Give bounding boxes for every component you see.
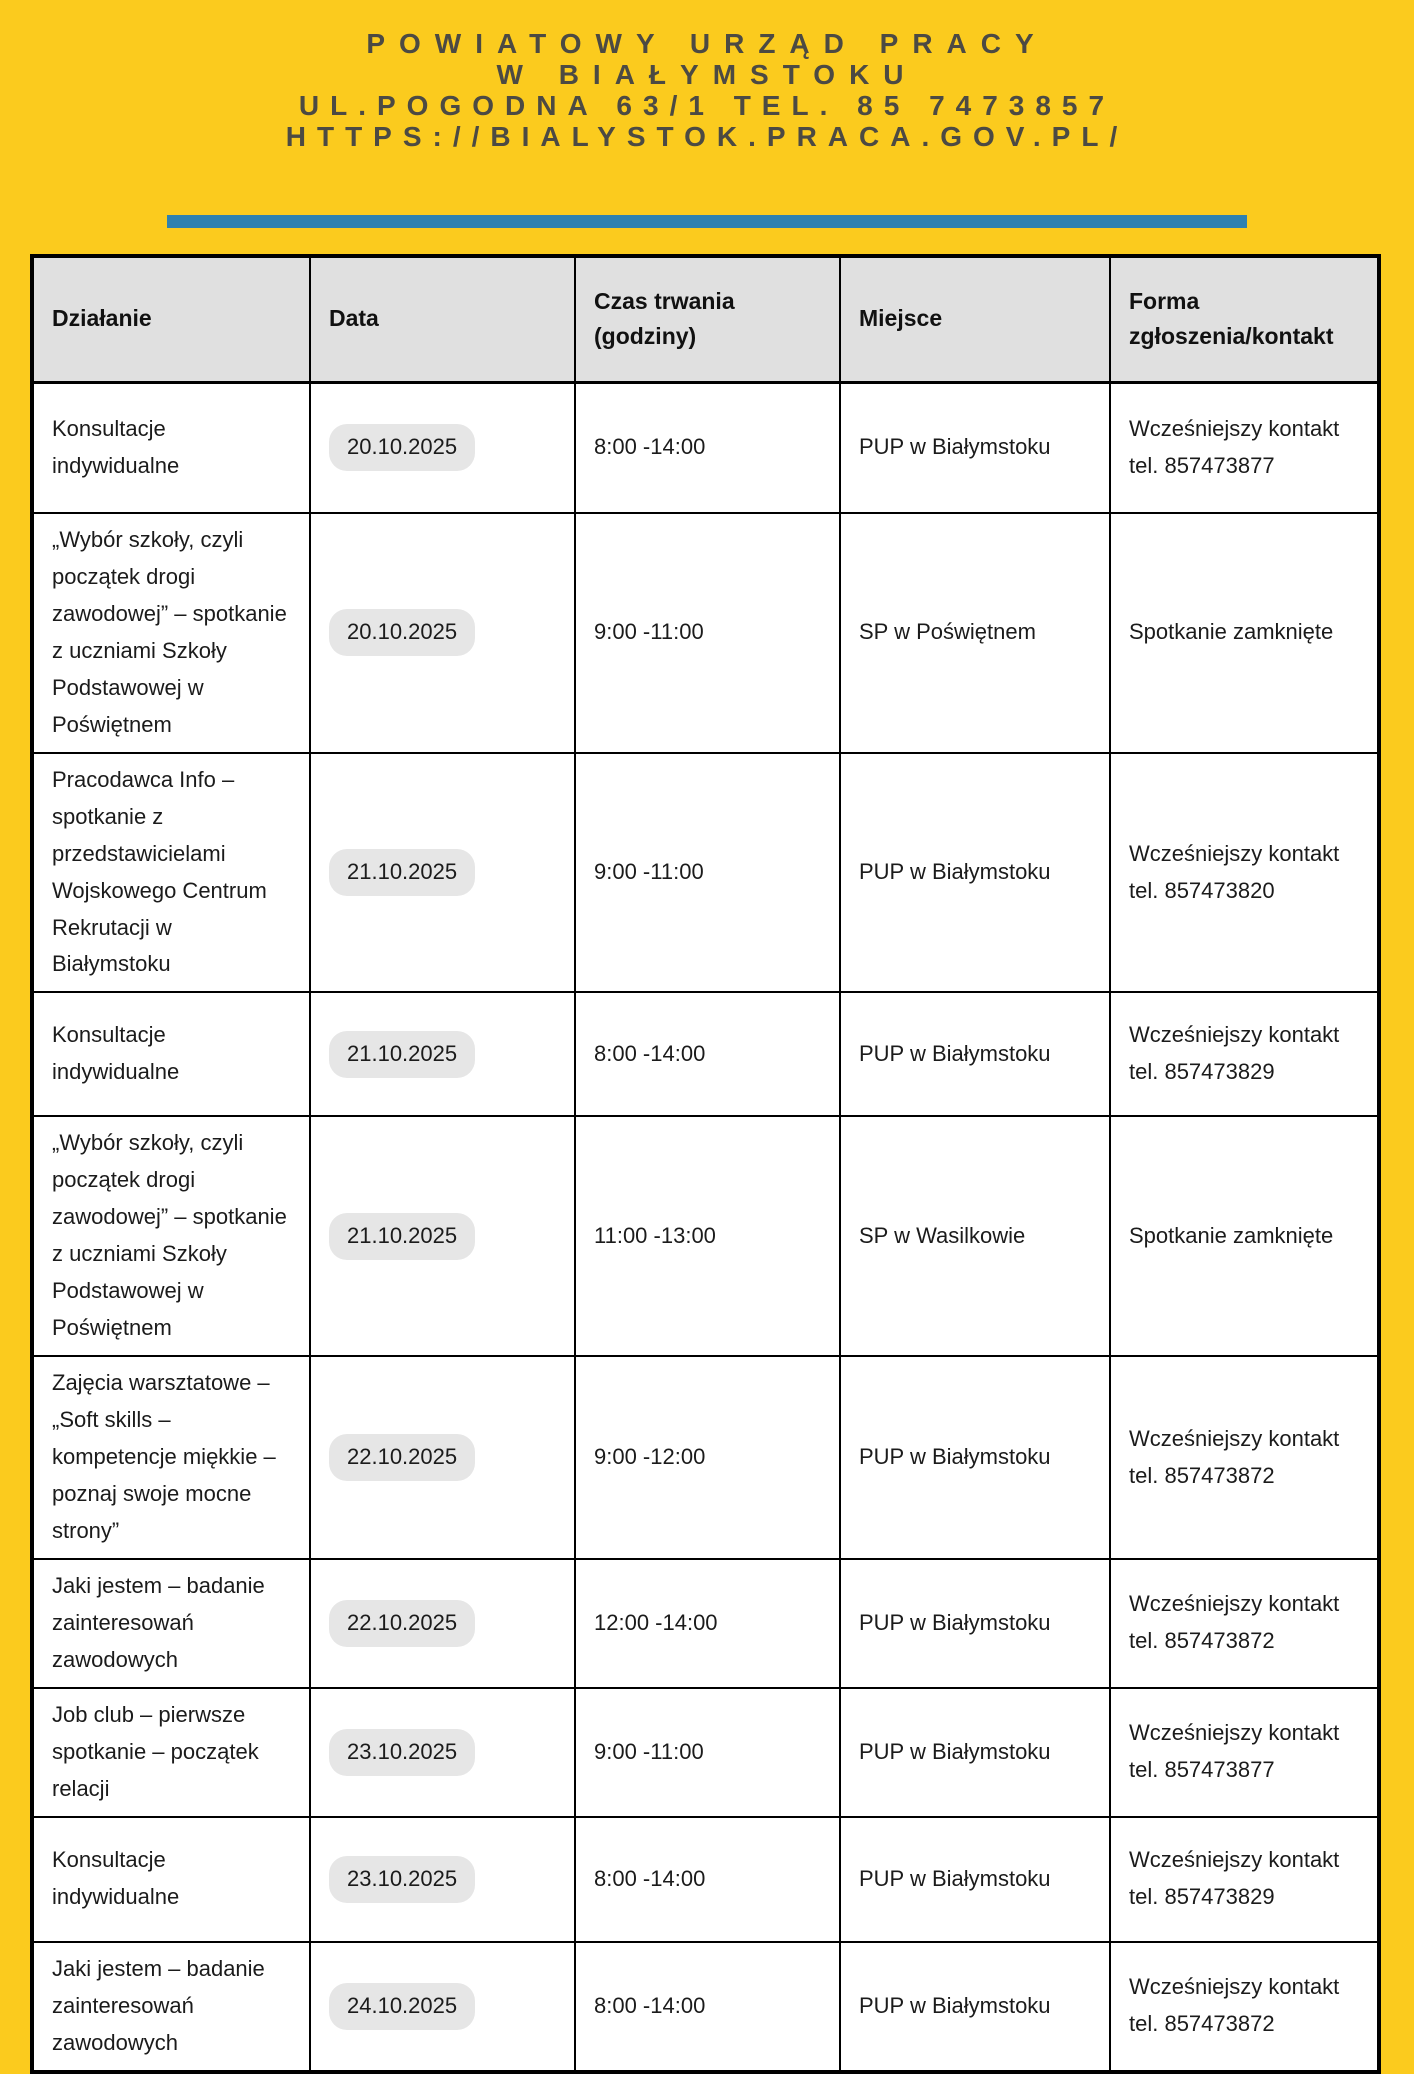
contact-cell: Wcześniejszy kontakt tel. 857473877	[1110, 382, 1379, 513]
date-cell	[310, 1817, 575, 1942]
activity-cell: Konsultacje indywidualne	[32, 992, 310, 1116]
table-row	[32, 1116, 1379, 1356]
contact-cell: Wcześniejszy kontakt tel. 857473829	[1110, 1817, 1379, 1942]
column-header-contact: Forma zgłoszenia/kontakt	[1110, 256, 1379, 382]
time-cell: 9:00 -12:00	[575, 1356, 840, 1559]
place-cell: PUP w Białymstoku	[840, 1817, 1110, 1942]
date-pill: 21.10.2025	[329, 1213, 475, 1260]
activity-cell: Job club – pierwsze spotkanie – początek relacji	[32, 1688, 310, 1817]
table-row	[32, 1559, 1379, 1688]
table-row	[32, 1817, 1379, 1942]
activity-cell: Jaki jestem – badanie zainteresowań zawodowych	[32, 1942, 310, 2072]
org-name-line-1: POWIATOWY URZĄD PRACY	[366, 28, 1048, 59]
contact-cell: Wcześniejszy kontakt tel. 857473872	[1110, 1356, 1379, 1559]
date-cell	[310, 513, 575, 753]
column-header-activity: Działanie	[32, 256, 310, 382]
contact-cell: Wcześniejszy kontakt tel. 857473872	[1110, 1942, 1379, 2072]
table-body	[32, 382, 1379, 2072]
time-cell: 9:00 -11:00	[575, 753, 840, 993]
date-pill: 22.10.2025	[329, 1434, 475, 1481]
date-pill: 23.10.2025	[329, 1729, 475, 1776]
column-header-duration: Czas trwania (godziny)	[575, 256, 840, 382]
table-row	[32, 382, 1379, 513]
time-cell: 8:00 -14:00	[575, 1942, 840, 2072]
column-header-place: Miejsce	[840, 256, 1110, 382]
date-pill: 23.10.2025	[329, 1856, 475, 1903]
contact-cell: Spotkanie zamknięte	[1110, 513, 1379, 753]
time-cell: 9:00 -11:00	[575, 513, 840, 753]
table-row	[32, 1356, 1379, 1559]
place-cell: SP w Wasilkowie	[840, 1116, 1110, 1356]
date-cell	[310, 753, 575, 993]
table-row	[32, 753, 1379, 993]
schedule-table	[30, 254, 1381, 2074]
place-cell: PUP w Białymstoku	[840, 753, 1110, 993]
activity-cell: Konsultacje indywidualne	[32, 1817, 310, 1942]
activity-cell: „Wybór szkoły, czyli początek drogi zawodowej” – spotkanie z uczniami Szkoły Podstawowej w Poświętnem	[32, 513, 310, 753]
org-name-line-2: W BIAŁYMSTOKU	[496, 59, 918, 90]
time-cell: 8:00 -14:00	[575, 1817, 840, 1942]
place-cell: PUP w Białymstoku	[840, 1356, 1110, 1559]
place-cell: PUP w Białymstoku	[840, 1559, 1110, 1688]
date-pill: 21.10.2025	[329, 1031, 475, 1078]
place-cell: PUP w Białymstoku	[840, 1688, 1110, 1817]
date-pill: 21.10.2025	[329, 849, 475, 896]
address-phone-line: UL.POGODNA 63/1 TEL. 85 7473857	[298, 90, 1116, 121]
date-cell	[310, 1356, 575, 1559]
contact-cell: Spotkanie zamknięte	[1110, 1116, 1379, 1356]
header-row	[32, 256, 1379, 382]
contact-cell: Wcześniejszy kontakt tel. 857473872	[1110, 1559, 1379, 1688]
table-row	[32, 1688, 1379, 1817]
date-pill: 22.10.2025	[329, 1600, 475, 1647]
time-cell: 11:00 -13:00	[575, 1116, 840, 1356]
place-cell: PUP w Białymstoku	[840, 1942, 1110, 2072]
table-row	[32, 513, 1379, 753]
date-pill: 24.10.2025	[329, 1983, 475, 2030]
time-cell: 9:00 -11:00	[575, 1688, 840, 1817]
date-pill: 20.10.2025	[329, 609, 475, 656]
activity-cell: Pracodawca Info – spotkanie z przedstawicielami Wojskowego Centrum Rekrutacji w Białymstoku	[32, 753, 310, 993]
table-row	[32, 1942, 1379, 2072]
date-cell	[310, 992, 575, 1116]
time-cell: 8:00 -14:00	[575, 992, 840, 1116]
website-url: HTTPS://BIALYSTOK.PRACA.GOV.PL/	[285, 121, 1129, 152]
letterhead	[0, 0, 1414, 228]
date-cell	[310, 1942, 575, 2072]
contact-cell: Wcześniejszy kontakt tel. 857473877	[1110, 1688, 1379, 1817]
place-cell: SP w Poświętnem	[840, 513, 1110, 753]
date-cell	[310, 1116, 575, 1356]
activity-cell: „Wybór szkoły, czyli początek drogi zawodowej” – spotkanie z uczniami Szkoły Podstawowej w Poświętnem	[32, 1116, 310, 1356]
accent-bar	[167, 215, 1247, 228]
date-cell	[310, 1688, 575, 1817]
activity-cell: Jaki jestem – badanie zainteresowań zawodowych	[32, 1559, 310, 1688]
place-cell: PUP w Białymstoku	[840, 382, 1110, 513]
time-cell: 8:00 -14:00	[575, 382, 840, 513]
table-row	[32, 992, 1379, 1116]
table-header	[32, 256, 1379, 382]
activity-cell: Zajęcia warsztatowe – „Soft skills – kompetencje miękkie – poznaj swoje mocne strony”	[32, 1356, 310, 1559]
activity-cell: Konsultacje indywidualne	[32, 382, 310, 513]
date-cell	[310, 1559, 575, 1688]
date-cell	[310, 382, 575, 513]
column-header-date: Data	[310, 256, 575, 382]
contact-cell: Wcześniejszy kontakt tel. 857473829	[1110, 992, 1379, 1116]
time-cell: 12:00 -14:00	[575, 1559, 840, 1688]
place-cell: PUP w Białymstoku	[840, 992, 1110, 1116]
contact-cell: Wcześniejszy kontakt tel. 857473820	[1110, 753, 1379, 993]
date-pill: 20.10.2025	[329, 424, 475, 471]
